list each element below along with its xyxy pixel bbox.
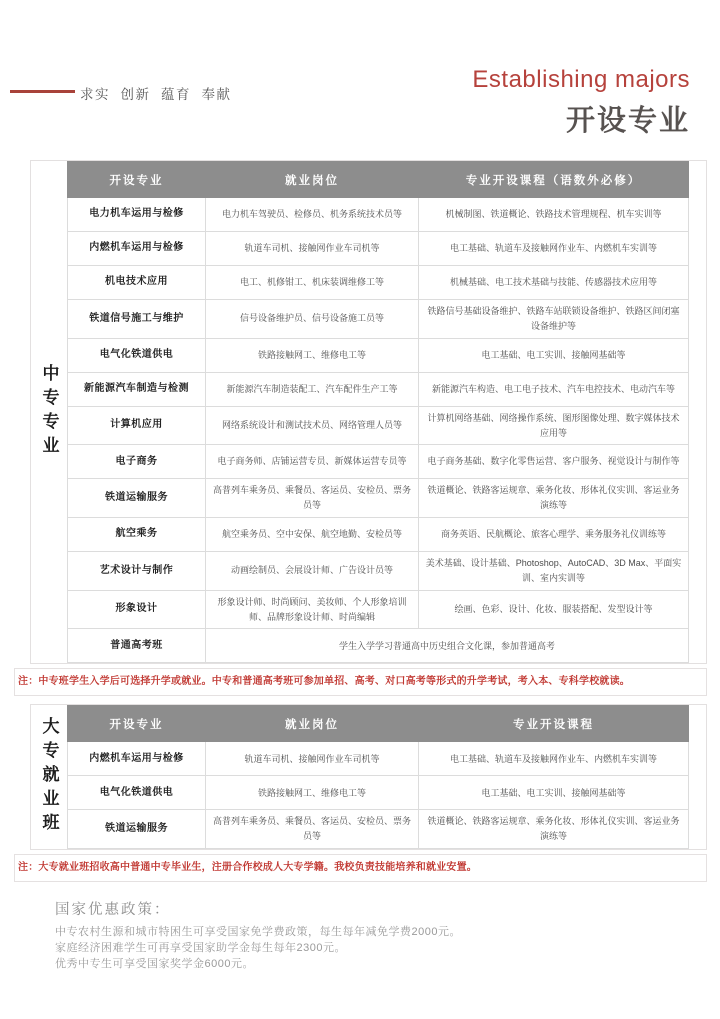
column-header: 开设专业	[68, 162, 206, 198]
major-name-cell: 新能源汽车制造与检测	[68, 372, 206, 406]
jobs-cell: 网络系统设计和测试技术员、网络管理人员等	[206, 406, 419, 445]
policy-line: 中专农村生源和城市特困生可享受国家免学费政策，每生每年减免学费2000元。	[55, 926, 461, 939]
table-row	[68, 552, 689, 591]
jobs-cell: 电子商务师、店铺运营专员、新媒体运营专员等	[206, 445, 419, 479]
courses-cell: 电子商务基础、数字化零售运营、客户服务、视觉设计与制作等	[419, 445, 689, 479]
side-strip-zhongzhuan	[31, 161, 67, 663]
column-header: 就业岗位	[206, 706, 419, 742]
major-name-cell: 电气化铁道供电	[68, 776, 206, 810]
jobs-cell: 形象设计师、时尚顾问、美妆师、个人形象培训师、品牌形象设计师、时尚编辑	[206, 590, 419, 629]
jobs-cell: 高普列车乘务员、乘餐员、客运员、安检员、票务员等	[206, 479, 419, 518]
jobs-cell: 学生入学学习普通高中历史组合文化课，参加普通高考	[206, 629, 689, 663]
major-name-cell: 电气化铁道供电	[68, 338, 206, 372]
courses-cell: 电工基础、电工实训、接触网基础等	[419, 776, 689, 810]
table-row	[68, 445, 689, 479]
major-name-cell: 铁道运输服务	[68, 479, 206, 518]
major-name-cell: 铁道运输服务	[68, 810, 206, 849]
jobs-cell: 铁路接触网工、维修电工等	[206, 338, 419, 372]
table-row	[68, 198, 689, 232]
major-name-cell: 电子商务	[68, 445, 206, 479]
courses-cell: 电工基础、轨道车及接触网作业车、内燃机车实训等	[419, 742, 689, 776]
note-zhongzhuan-text: 注：中专班学生入学后可选择升学或就业。中专和普通高考班可参加单招、高考、对口高考等形式的升学考试，考入本、专科学校就读。	[18, 676, 630, 688]
major-name-cell: 电力机车运用与检修	[68, 198, 206, 232]
courses-cell: 新能源汽车构造、电工电子技术、汽车电控技术、电动汽车等	[419, 372, 689, 406]
table-row	[68, 629, 689, 663]
jobs-cell: 新能源汽车制造装配工、汽车配件生产工等	[206, 372, 419, 406]
column-header: 专业开设课程	[419, 706, 689, 742]
jobs-cell: 高普列车乘务员、乘餐员、客运员、安检员、票务员等	[206, 810, 419, 849]
table-row	[68, 406, 689, 445]
jobs-cell: 信号设备维护员、信号设备施工员等	[206, 300, 419, 339]
policy-line: 优秀中专生可享受国家奖学金6000元。	[55, 958, 254, 970]
jobs-cell: 航空乘务员、空中安保、航空地勤、安检员等	[206, 518, 419, 552]
major-name-cell: 艺术设计与制作	[68, 552, 206, 591]
policy-section	[55, 898, 707, 973]
courses-cell: 电工基础、轨道车及接触网作业车、内燃机车实训等	[419, 232, 689, 266]
page-title-english: Establishing majors	[472, 66, 690, 93]
table-row	[68, 518, 689, 552]
courses-cell: 铁路信号基础设备维护、铁路车站联锁设备维护、铁路区间闭塞设备维护等	[419, 300, 689, 339]
majors-table-dazhuan	[67, 705, 689, 849]
courses-cell: 机械制图、铁道概论、铁路技术管理规程、机车实训等	[419, 198, 689, 232]
policy-line: 家庭经济困难学生可再享受国家助学金每生每年2300元。	[55, 942, 346, 955]
policy-title: 国家优惠政策：	[55, 902, 171, 919]
major-name-cell: 内燃机车运用与检修	[68, 742, 206, 776]
courses-cell: 铁道概论、铁路客运规章、乘务化妆、形体礼仪实训、客运业务演练等	[419, 479, 689, 518]
side-label-zhongzhuan: 中专专业	[39, 364, 59, 461]
courses-cell: 电工基础、电工实训、接触网基础等	[419, 338, 689, 372]
jobs-cell: 电力机车驾驶员、检修员、机务系统技术员等	[206, 198, 419, 232]
column-header: 开设专业	[68, 706, 206, 742]
table-row	[68, 232, 689, 266]
section-dazhuan	[30, 704, 707, 850]
column-header: 就业岗位	[206, 162, 419, 198]
policy-lines	[55, 925, 707, 973]
table-row	[68, 266, 689, 300]
section-zhongzhuan	[30, 160, 707, 664]
note-dazhuan-text: 注：大专就业班招收高中普通中专毕业生，注册合作校成人大专学籍。我校负责技能培养和就业安置。	[18, 862, 477, 874]
courses-cell: 计算机网络基础、网络操作系统、图形图像处理、数字媒体技术应用等	[419, 406, 689, 445]
jobs-cell: 动画绘制员、会展设计师、广告设计员等	[206, 552, 419, 591]
note-dazhuan	[14, 854, 707, 882]
jobs-cell: 电工、机修钳工、机床装调维修工等	[206, 266, 419, 300]
side-label-dazhuan: 大专就业班	[39, 717, 59, 838]
page-header	[13, 0, 707, 160]
school-motto: 求实 创新 蕴育 奉献	[80, 87, 232, 102]
courses-cell: 机械基础、电工技术基础与技能、传感器技术应用等	[419, 266, 689, 300]
title-block	[472, 66, 690, 139]
accent-line	[10, 90, 75, 93]
jobs-cell: 轨道车司机、接触网作业车司机等	[206, 232, 419, 266]
table-row	[68, 742, 689, 776]
column-header: 专业开设课程（语数外必修）	[419, 162, 689, 198]
table-row	[68, 590, 689, 629]
table-row	[68, 372, 689, 406]
table-row	[68, 810, 689, 849]
major-name-cell: 普通高考班	[68, 629, 206, 663]
note-zhongzhuan	[14, 668, 707, 696]
page-title-chinese: 开设专业	[565, 105, 690, 137]
jobs-cell: 轨道车司机、接触网作业车司机等	[206, 742, 419, 776]
table-wrap-dazhuan	[67, 705, 706, 849]
jobs-cell: 铁路接触网工、维修电工等	[206, 776, 419, 810]
major-name-cell: 内燃机车运用与检修	[68, 232, 206, 266]
table-row	[68, 300, 689, 339]
major-name-cell: 计算机应用	[68, 406, 206, 445]
major-name-cell: 机电技术应用	[68, 266, 206, 300]
table-row	[68, 776, 689, 810]
side-strip-dazhuan	[31, 705, 67, 849]
courses-cell: 商务英语、民航概论、旅客心理学、乘务服务礼仪训练等	[419, 518, 689, 552]
table-wrap-zhongzhuan	[67, 161, 706, 663]
table-row	[68, 338, 689, 372]
table-row	[68, 479, 689, 518]
major-name-cell: 航空乘务	[68, 518, 206, 552]
courses-cell: 铁道概论、铁路客运规章、乘务化妆、形体礼仪实训、客运业务演练等	[419, 810, 689, 849]
courses-cell: 美术基础、设计基础、Photoshop、AutoCAD、3D Max、平面实训、室内实训等	[419, 552, 689, 591]
major-name-cell: 铁道信号施工与维护	[68, 300, 206, 339]
majors-table-zhongzhuan	[67, 161, 689, 663]
major-name-cell: 形象设计	[68, 590, 206, 629]
courses-cell: 绘画、色彩、设计、化妆、服装搭配、发型设计等	[419, 590, 689, 629]
